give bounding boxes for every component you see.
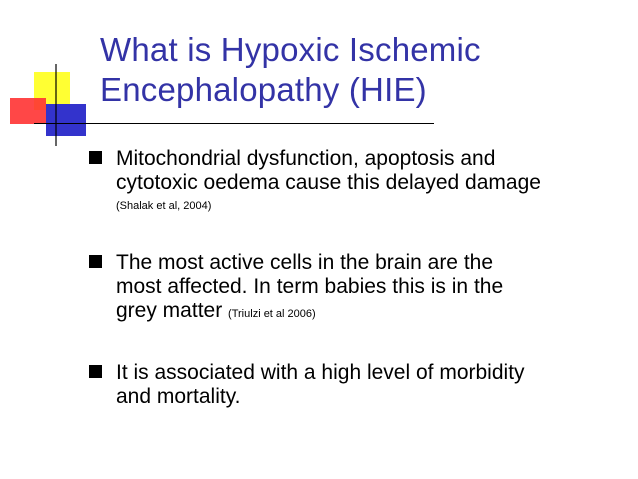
- corner-decoration: [0, 0, 110, 160]
- bullet-item-2: [116, 251, 631, 324]
- title-line-2: Encephalopathy (HIE): [100, 71, 427, 108]
- bullet-1-citation: (Shalak et al, 2004): [116, 200, 212, 212]
- bullet-2-line-2: most affected. In term babies this is in the: [116, 275, 504, 298]
- bullet-2-citation: (Triulzi et al 2006): [228, 308, 316, 320]
- bullet-1-line-2: cytotoxic oedema cause this delayed damage: [116, 171, 541, 194]
- square-bullet-icon: [88, 254, 106, 272]
- blue-square: [46, 104, 86, 136]
- square-bullet-icon: [88, 364, 106, 382]
- bullet-item-1: [116, 147, 631, 217]
- slide-title: [100, 30, 620, 110]
- bullet-3-line-1: It is associated with a high level of morbidity: [116, 361, 525, 384]
- title-underline: [34, 123, 434, 124]
- bullet-2-line-1: The most active cells in the brain are the: [116, 251, 494, 274]
- red-square: [10, 98, 46, 124]
- title-line-1: What is Hypoxic Ischemic: [100, 31, 481, 68]
- bullet-2-line-3: grey matter: [116, 299, 223, 322]
- bullet-3-line-2: and mortality.: [116, 385, 241, 408]
- bullet-1-line-1: Mitochondrial dysfunction, apoptosis and: [116, 147, 496, 170]
- square-bullet-icon: [88, 150, 106, 168]
- bullet-item-3: [116, 361, 631, 409]
- bullet-2-line-3-wrapper: [116, 299, 631, 324]
